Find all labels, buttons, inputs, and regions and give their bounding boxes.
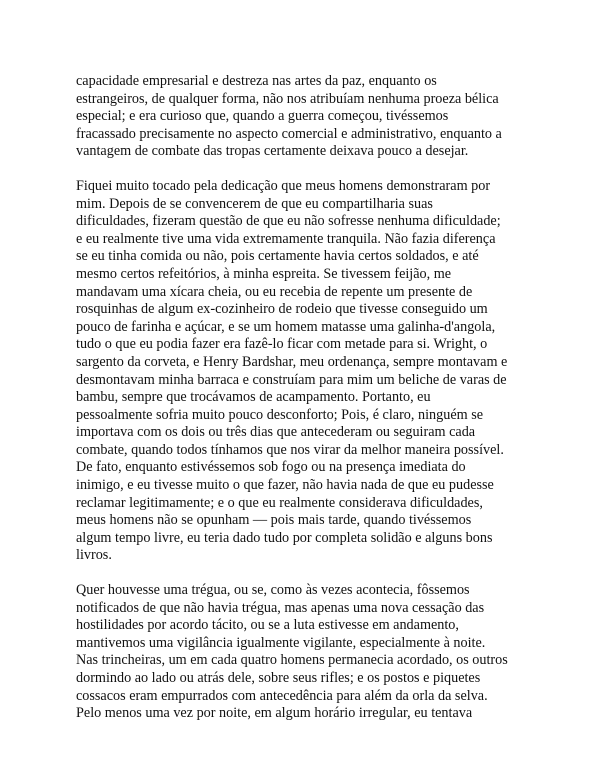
text-line: fracassado precisamente no aspecto comercial e administrativo, enquanto a [76,125,502,142]
text-line: meus homens não se opunham — pois mais tarde, quando tivéssemos [76,512,472,529]
text-line: combate, quando todos tínhamos que nos virar da melhor maneira possível. [76,441,504,458]
text-line: dificuldades, fizeram questão de que eu não sofresse nenhuma dificuldade; [76,213,501,230]
text-line: dormindo ao lado ou atrás dele, sobre seus rifles; e os postos e piquetes [76,670,481,686]
text-line: se eu tinha comida ou não, pois certamente havia certos soldados, e até [76,248,479,265]
text-line: De fato, enquanto estivéssemos sob fogo ou na presença imediata do [76,459,466,476]
text-line: mantivemos uma vigilância igualmente vigilante, especialmente à noite. [76,634,486,651]
text-line: vantagem de combate das tropas certamente deixava pouco a desejar. [76,143,469,160]
paragraph-1 [76,73,526,161]
text-line: Fiquei muito tocado pela dedicação que meus homens demonstraram por [76,177,491,194]
text-line: hostilidades por acordo tácito, ou se a luta estivesse em andamento, [76,617,459,634]
text-line: mim. Depois de se convencerem de que eu compartilharia suas [76,195,433,212]
text-line: pessoalmente sofria muito pouco desconforto; Pois, é claro, ninguém se [76,406,484,423]
text-line: rosquinhas de algum ex-cozinheiro de rodeio que tivesse conseguido um [76,301,488,318]
paragraph-2 [76,178,526,565]
text-line: especial; e era curioso que, quando a guerra começou, tivéssemos [76,108,449,125]
text-line: mandavam uma xícara cheia, ou eu recebia de repente um presente de [76,283,473,300]
text-line: algum tempo livre, eu teria dado tudo por completa solidão e alguns bons [76,529,493,546]
document-page [76,73,526,740]
text-line: mesmo certos refeitórios, à minha espreita. Se tivessem feijão, me [76,265,452,282]
text-line: inimigo, e eu tivesse muito o que fazer, não havia nada de que eu pudesse [76,477,494,494]
text-line: capacidade empresarial e destreza nas artes da paz, enquanto os [76,73,437,89]
text-line: pouco de farinha e açúcar, e se um homem matasse uma galinha-d'angola, [76,318,496,335]
paragraph-3 [76,582,526,723]
text-line: importava com os dois ou três dias que antecederam ou seguiram cada [76,424,476,441]
text-line: bambu, sempre que trocávamos de acampamento. Portanto, eu [76,389,431,406]
text-line: estrangeiros, de qualquer forma, não nos atribuíam nenhuma proeza bélica [76,90,499,107]
text-line: desmontavam minha barraca e construíam para mim um beliche de varas de [76,371,507,388]
text-line: e eu realmente tive uma vida extremamente tranquila. Não fazia diferença [76,230,496,247]
text-line: sargento da corveta, e Henry Bardshar, meu ordenança, sempre montavam e [76,353,508,370]
text-line: tudo o que eu podia fazer era fazê-lo ficar com metade para si. Wright, o [76,336,488,353]
text-line: Nas trincheiras, um em cada quatro homens permanecia acordado, os outros [76,652,508,669]
text-line: Pelo menos uma vez por noite, em algum horário irregular, eu tentava [76,705,473,722]
text-line: cossacos eram empurrados com antecedência para além da orla da selva. [76,687,488,704]
text-line: reclamar legitimamente; e o que eu realmente considerava dificuldades, [76,494,483,511]
text-line: Quer houvesse uma trégua, ou se, como às vezes acontecia, fôssemos [76,582,470,599]
text-line: notificados de que não havia trégua, mas apenas uma nova cessação das [76,599,485,616]
text-line: livros. [76,547,112,564]
